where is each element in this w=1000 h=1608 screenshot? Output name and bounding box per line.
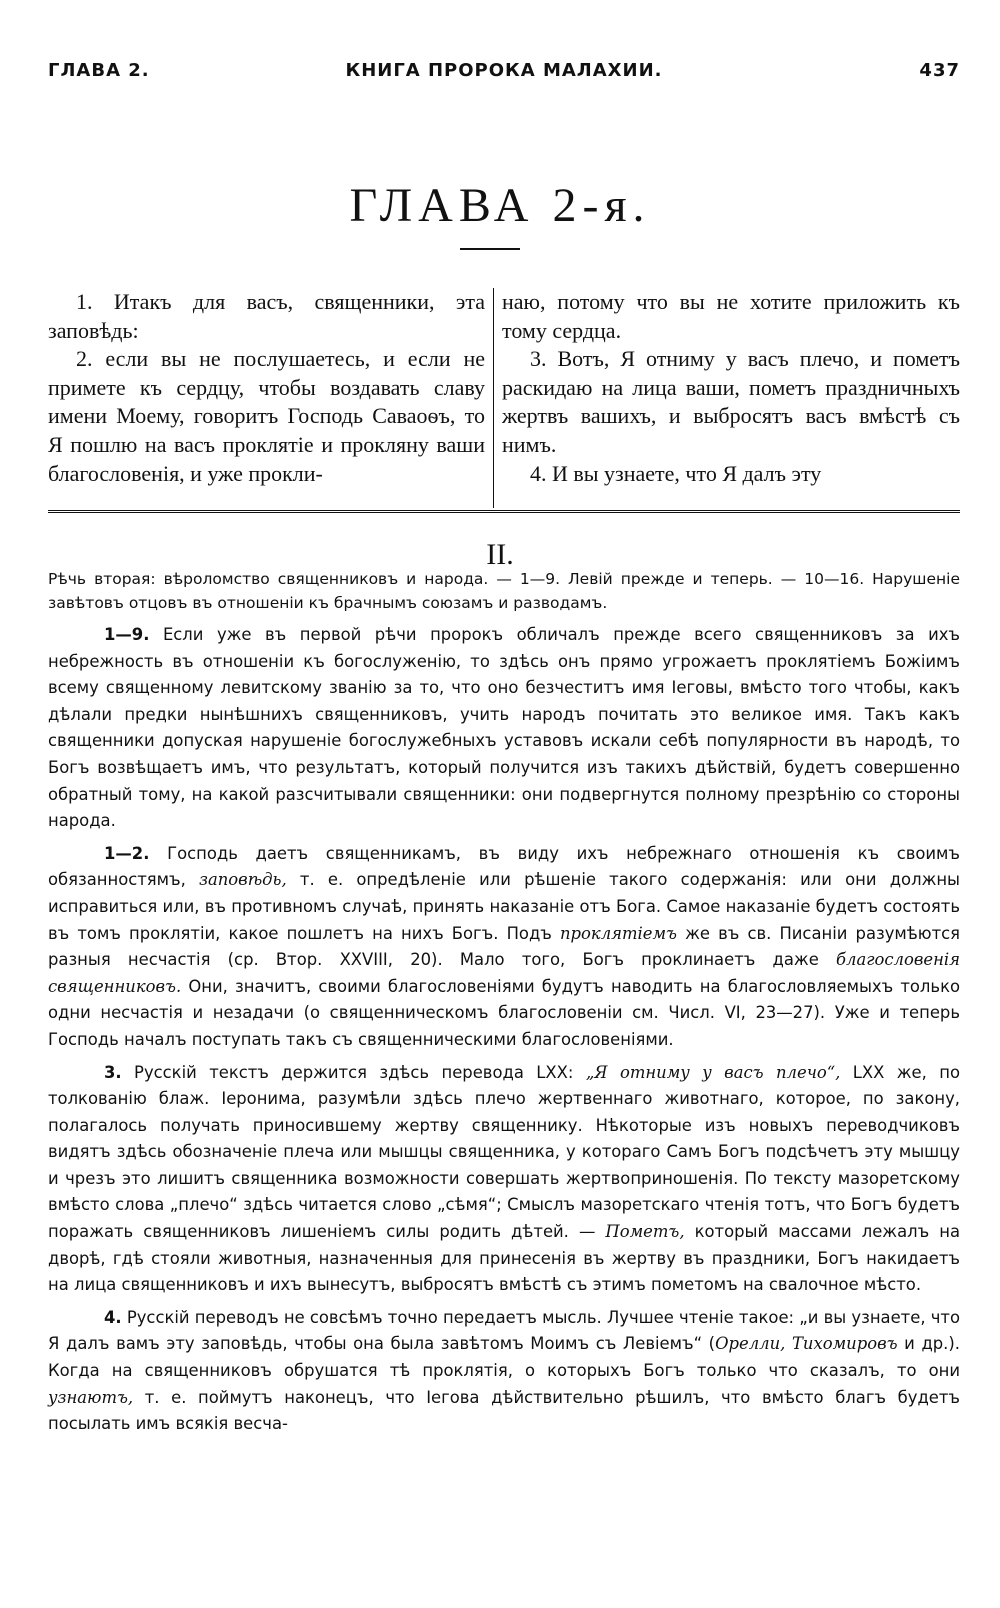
commentary-text: же въ св. Писаніи разумѣются разныя несчастія (ср. Втор. XXVIII, 20). Мало того, Богъ проклинаетъ даже xyxy=(48,923,960,970)
commentary-text: Господь даетъ священникамъ, въ виду ихъ небрежнаго отношенія къ своимъ обязанностямъ, xyxy=(48,843,960,890)
scripture-text xyxy=(48,288,960,508)
italic-term: „Я отниму у васъ плечо“, xyxy=(585,1062,841,1082)
verse-1: 1. Итакъ для васъ, священники, эта заповѣдь: xyxy=(48,289,485,343)
verse-column-right xyxy=(494,288,960,508)
commentary-text: Они, значитъ, своими благословеніями будутъ наводить на благословляемыхъ только одни несчастія и незадачи (о священническомъ благословеніи см. Числ. VI, 23—27). Уже и теперь Господь началъ поступать такъ съ священническими благословеніями. xyxy=(48,976,960,1049)
header-book-title: КНИГА ПРОРОКА МАЛАХИИ. xyxy=(345,60,663,81)
chapter-title: ГЛАВА 2-я. xyxy=(349,179,651,232)
commentary-paragraph-1-2 xyxy=(48,841,960,1054)
section-summary: Рѣчь вторая: вѣроломство священниковъ и народа. — 1—9. Левій прежде и теперь. — 10—16. Нарушеніе завѣтовъ отцовъ въ отношеніи къ брачнымъ союзамъ и разводамъ. xyxy=(48,570,960,612)
italic-term: Пометъ, xyxy=(605,1222,685,1242)
verse-reference: 1—2. xyxy=(104,843,150,863)
italic-term: благословенія священниковъ. xyxy=(48,950,960,996)
verse-3: 3. Вотъ, Я отниму у васъ плечо, и пометъ раскидаю на лица ваши, пометъ праздничныхъ жертвъ вашихъ, и выбросятъ васъ вмѣстѣ съ нимъ. xyxy=(502,346,960,457)
commentary-paragraph-3 xyxy=(48,1060,960,1299)
commentary-text: LXX же, по толкованію блаж. Іеронима, разумѣли здѣсь плечо жертвеннаго животнаго, которое, по закону, полагалось получать приносившему жертву священнику. Нѣкоторые изъ новыхъ переводчиковъ видятъ здѣсь обозначеніе плеча или мышцы священника, у котораго Самъ Богъ подсѣчетъ эту мышцу и чрезъ это лишитъ священника возможности совершать жертвоприношенія. По тексту мазоретскому вмѣсто слова „плечо“ здѣсь читается слово „сѣмя“; Смыслъ мазоретскаго чтенія тотъ, что Богъ будетъ поражать священниковъ лишеніемъ силы родить дѣтей. — xyxy=(48,1062,960,1242)
commentary-text: Русскій текстъ держится здѣсь перевода LXX: xyxy=(121,1062,586,1082)
verse-reference: 3. xyxy=(104,1062,122,1082)
commentary-paragraph-4 xyxy=(48,1305,960,1438)
italic-term: Орелли, Тихомировъ xyxy=(715,1334,898,1354)
verse-column-left xyxy=(48,288,494,508)
italic-term: проклятіемъ xyxy=(559,923,677,943)
section-numeral: II. xyxy=(486,538,514,571)
commentary-text: т. е. опредѣленіе или рѣшеніе такого содержанія: или они должны исправиться или, въ противномъ случаѣ, принять наказаніе отъ Бога. Самое наказаніе будетъ состоять въ томъ проклятіи, какое пошлетъ на нихъ Богъ. Подъ xyxy=(48,870,960,943)
italic-term: узнаютъ, xyxy=(48,1387,134,1407)
commentary-paragraph-1-9 xyxy=(48,622,960,835)
verse-reference: 4. xyxy=(104,1307,122,1327)
commentary-text: Если уже въ первой рѣчи пророкъ обличалъ прежде всего священниковъ за ихъ небрежность въ отношеніи къ богослуженію, то здѣсь онъ прямо угрожаетъ проклятіемъ Божіимъ всему священному левитскому званію за то, что оно безчеститъ имя Іеговы, вмѣсто того чтобы, какъ дѣлали предки нынѣшнихъ священниковъ, учить народъ почитать это великое имя. Такъ какъ священники допуская нарушеніе богослужебныхъ уставовъ искали себѣ популярности въ народѣ, то Богъ возвѣщаетъ имъ, что результатъ, который получится изъ такихъ дѣйствій, будетъ совершенно обратный тому, на какой разсчитывали священники: они подвергнутся полному презрѣнію со стороны народа. xyxy=(48,625,960,831)
commentary-text: Русскій переводъ не совсѣмъ точно передаетъ мысль. Лучшее чтеніе такое: „и вы узнаете, что Я далъ вамъ эту заповѣдь, чтобы она была завѣтомъ Моимъ съ Левіемъ“ ( xyxy=(48,1307,960,1354)
commentary xyxy=(48,622,960,1444)
verse-reference: 1—9. xyxy=(104,625,150,644)
commentary-text: т. е. поймутъ наконецъ, что Іегова дѣйствительно рѣшилъ, что вмѣсто благъ будетъ посылать имъ всякія весча- xyxy=(48,1387,960,1434)
running-header xyxy=(48,60,960,90)
commentary-text: и др.). Когда на священниковъ обрушатся тѣ проклятія, о которыхъ Богъ только что сказалъ, то они xyxy=(48,1334,960,1381)
verse-section-divider xyxy=(48,510,960,513)
verse-2: 2. если вы не послушаетесь, и если не примете къ сердцу, чтобы воздавать славу имени Моему, говоритъ Господь Саваоѳъ, то Я пошлю на васъ проклятіе и прокляну ваши благословенія, и уже прокли- xyxy=(48,346,485,486)
page-number: 437 xyxy=(919,60,960,81)
verse-4: 4. И вы узнаете, что Я далъ эту xyxy=(530,460,822,486)
commentary-text: который массами лежалъ на дворѣ, гдѣ стояли животныя, назначенныя для принесенія въ жертву въ праздники, Богъ накидаетъ на лица священниковъ и ихъ вынесутъ, выбросятъ вмѣстѣ съ этимъ пометомъ на свалочное мѣсто. xyxy=(48,1222,961,1295)
header-chapter: ГЛАВА 2. xyxy=(48,60,150,81)
verse-2-continued: наю, потому что вы не хотите приложить къ тому сердца. xyxy=(502,289,960,343)
italic-term: заповѣдь, xyxy=(199,870,287,890)
title-divider xyxy=(460,248,520,250)
